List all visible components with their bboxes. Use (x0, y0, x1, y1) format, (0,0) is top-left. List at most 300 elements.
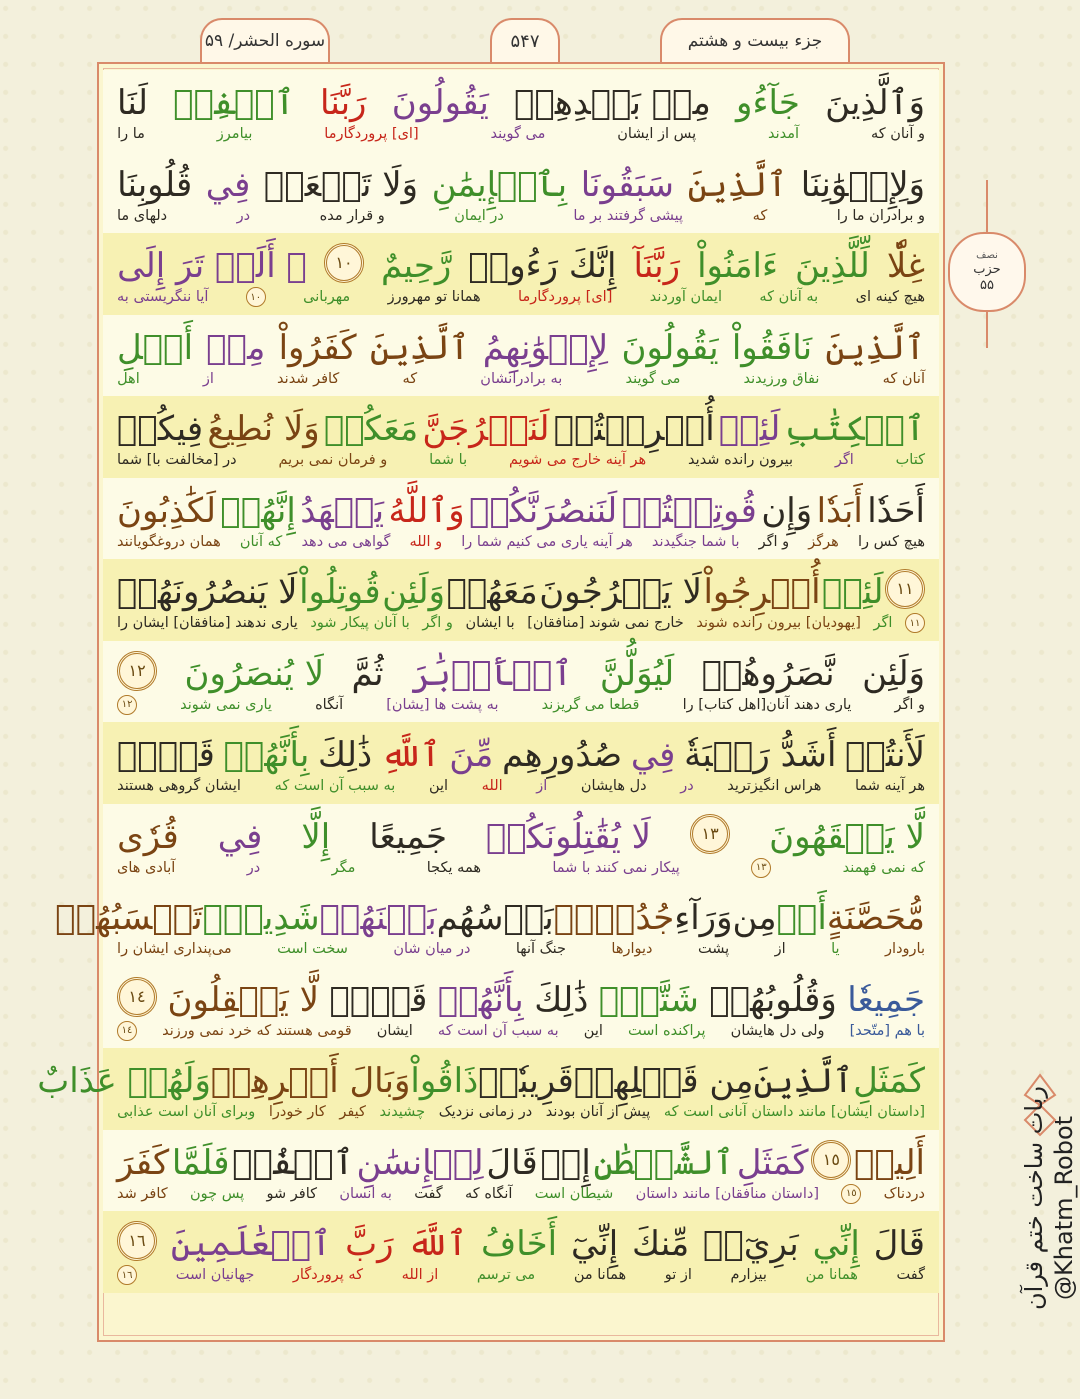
arabic-word: بِأَنَّهُمۡ (223, 735, 310, 775)
arabic-line (117, 641, 925, 694)
watermark (1010, 880, 1080, 1310)
translation-word: آبادی های (117, 859, 176, 876)
translation-word: این (583, 1022, 603, 1039)
verse-row (103, 967, 939, 1049)
hizb-ornament-bottom (986, 308, 988, 348)
translation-word: دردناک (883, 1185, 925, 1202)
translation-word: این (428, 778, 449, 794)
translation-word: همانا من (573, 1267, 627, 1283)
arabic-word: مَعَهُمۡ (446, 572, 538, 612)
translation-word: پیکار نمی کنند با شما (552, 859, 680, 876)
translation-word: و اگر (894, 696, 925, 713)
arabic-word: وَٱلَّذِينَ (825, 83, 925, 123)
arabic-word: لَّا يَفۡقَهُونَ (769, 816, 925, 857)
translation-line (117, 1180, 925, 1208)
translation-word: و فرمان نمی بریم (278, 452, 388, 468)
verse-row (103, 804, 939, 886)
translation-word: خارج نمی شوند [منافقان] (527, 615, 684, 631)
translation-word: و الله (409, 533, 443, 550)
translation-word: یاری ندهند [منافقان] ایشان را (117, 615, 298, 631)
arabic-word: أَبَدٗا (816, 490, 863, 531)
arabic-word: سَبَقُونَا (580, 164, 675, 205)
arabic-word: إِنِّي (812, 1224, 860, 1264)
arabic-line (117, 315, 925, 368)
arabic-word: بَرِيٓءٞ (703, 1224, 799, 1264)
surah-label: سوره الحشر/ ۵۹ (204, 31, 326, 51)
translation-line (117, 446, 925, 474)
arabic-word: ءَامَنُواْ (697, 246, 778, 286)
translation-word: در [مخالفت با] شما (117, 452, 237, 468)
translation-word: ما را (117, 126, 145, 142)
translation-word: می گویند (490, 126, 546, 142)
watermark-line1: ربات ساخت ختم قرآن (1020, 1086, 1048, 1310)
arabic-word: يَقُولُونَ (621, 327, 719, 368)
arabic-word: لَنَنصُرَنَّكُمۡ (469, 490, 618, 531)
arabic-word: يَشۡهَدُ (300, 490, 385, 531)
ayah-number-marker-small: ١٢ (117, 695, 137, 715)
translation-word: از (536, 778, 548, 794)
arabic-line (117, 1130, 925, 1183)
translation-line (117, 935, 925, 963)
translation-word: و آنان که (870, 126, 925, 142)
translation-word: از تو (664, 1267, 692, 1283)
translation-word: از الله (401, 1267, 439, 1283)
translation-word: [یهودیان] بیرون رانده شوند (696, 615, 861, 631)
translation-word: دلهای ما (117, 207, 168, 224)
translation-word: کیفر (339, 1104, 366, 1120)
translation-word: جهانیان است (175, 1267, 255, 1283)
verse-row (103, 559, 939, 641)
arabic-word: ٱلۡكِتَٰبِ (784, 409, 925, 449)
translation-word: مگر (331, 859, 356, 876)
translation-word: قومی هستند که خرد نمی ورزند (162, 1022, 352, 1039)
verse-row (55, 885, 939, 967)
translation-word: بیامرز (216, 126, 253, 142)
arabic-word: قَالَ (873, 1224, 925, 1264)
verse-row (103, 315, 939, 397)
arabic-line (117, 70, 925, 123)
arabic-word: لَا يُقَٰتِلُونَكُمۡ (486, 816, 652, 857)
arabic-line (117, 478, 925, 531)
arabic-word: أَوۡ (776, 898, 827, 938)
ayah-number-marker: ١٦ (117, 1221, 157, 1261)
arabic-line (117, 396, 925, 449)
translation-word: جنگ آنها (515, 941, 566, 957)
arabic-word: لَا يُنصَرُونَ (184, 653, 325, 694)
juz-label: جزء بیست و هشتم (687, 31, 823, 51)
translation-line (117, 854, 925, 882)
hizb-label-2: حزب (973, 262, 1001, 277)
arabic-word: وَلَئِن (862, 653, 925, 694)
arabic-word: بِأَنَّهُمۡ (437, 979, 524, 1020)
arabic-line (117, 967, 925, 1020)
arabic-word: كَفَرُواْ (278, 327, 357, 368)
translation-word: از (774, 941, 786, 957)
arabic-word: جَآءُو (736, 83, 800, 123)
translation-word: آنان که (882, 370, 925, 387)
verse-row (103, 233, 939, 315)
arabic-word: كَمَثَلِ (736, 1142, 809, 1183)
translation-line (117, 528, 925, 556)
translation-word: گواهی می دهد (301, 533, 391, 550)
arabic-word: لَكَٰذِبُونَ (117, 490, 216, 531)
translation-word: پیش از آنان بودند (545, 1104, 651, 1120)
translation-word: هراس انگیزترید (727, 778, 822, 794)
arabic-word: شَتَّىٰۚ (598, 979, 699, 1020)
arabic-word: لَئِنۡ (822, 572, 884, 612)
translation-word: می گویند (625, 370, 681, 387)
arabic-word: لَنَا (117, 83, 148, 123)
ayah-number-marker: ١٣ (690, 814, 730, 854)
translation-line (117, 772, 925, 800)
arabic-word: لَا يَنصُرُونَهُمۡ (117, 572, 298, 612)
translation-word: هیچ کینه ای (855, 289, 925, 305)
arabic-word: غِلّٗا (886, 246, 925, 286)
arabic-word: أَحَدٗا (867, 490, 925, 531)
translation-line (117, 202, 925, 230)
translation-word: در (236, 207, 251, 224)
arabic-word: لَأَنتُمۡ (845, 735, 925, 775)
translation-word: پس از ایشان (617, 126, 697, 142)
arabic-word: وَٱللَّهُ (388, 490, 465, 531)
arabic-word: فِيكُمۡ (117, 409, 204, 449)
arabic-word: أَشَدُّ رَهۡبَةٗ (684, 735, 837, 775)
page-number: ۵۴۷ (510, 30, 540, 52)
arabic-word: وَإِن (761, 490, 813, 531)
arabic-line (117, 233, 925, 286)
translation-word: یاری نمی شوند (180, 696, 272, 713)
translation-word: اگر (873, 615, 893, 631)
translation-word: ایمان آوردند (649, 289, 722, 305)
translation-word: هر آینه یاری می کنیم شما را (461, 533, 633, 550)
verse-row (37, 1048, 939, 1130)
translation-word: هرگز (808, 533, 839, 550)
arabic-word: رَّحِيمٌ (381, 246, 452, 286)
arabic-word: وَلَا نُطِيعُ (207, 409, 320, 449)
verse-rows (37, 70, 939, 1293)
arabic-word: قُوتِلۡتُمۡ (621, 490, 757, 531)
arabic-word: وَلَا تَجۡعَلۡ (263, 164, 419, 205)
arabic-word: قُلُوبِنَا (117, 164, 193, 205)
arabic-word: فِي (630, 735, 676, 775)
arabic-word: إِلَّا (301, 816, 331, 857)
verse-row (103, 641, 939, 723)
arabic-word: لَيُوَلُّنَّ (599, 653, 675, 694)
verse-row (103, 478, 939, 560)
translation-word: از (202, 370, 214, 387)
translation-word: همه یکجا (426, 859, 481, 876)
arabic-word: فَلَمَّا (171, 1142, 230, 1183)
arabic-word: أُخۡرِجۡتُمۡ (553, 409, 715, 449)
translation-word: با ایشان (465, 615, 515, 631)
translation-word: آنگاه (315, 696, 344, 713)
arabic-word: ٱلشَّيۡطَٰنِ (593, 1142, 734, 1183)
translation-word: هیچ کس را (857, 533, 925, 550)
translation-word: مهربانی (303, 289, 351, 305)
translation-word: کافر شد (117, 1185, 168, 1202)
arabic-word: إِنَّهُمۡ (220, 490, 296, 531)
juz-tab (660, 18, 850, 62)
arabic-line (117, 152, 925, 205)
arabic-word: مُّحَصَّنَةٍ (826, 898, 925, 938)
arabic-word: ٱللَّهِ (380, 735, 441, 775)
arabic-word: لَا يَخۡرُجُونَ (539, 572, 702, 612)
arabic-word: ذَٰلِكَ (318, 735, 373, 775)
translation-word: کافر شدند (277, 370, 340, 387)
ayah-number-marker-small: ١٤ (117, 1021, 137, 1041)
translation-word: ولی دل هایشان (730, 1022, 825, 1039)
arabic-word: وَرَآءِ (674, 898, 733, 938)
page-number-tab (490, 18, 560, 62)
hizb-ornament-top (986, 180, 988, 232)
translation-word: با هم [متّحد] (849, 1022, 925, 1039)
translation-word: [ای] پروردگارما (518, 289, 613, 305)
translation-word: سخت است (277, 941, 348, 957)
translation-word: با آنان پیکار شود (310, 615, 410, 631)
ayah-number-marker-small: ١١ (905, 613, 925, 633)
translation-word: بیزارم (730, 1267, 767, 1283)
arabic-word: كَفَرَ (117, 1142, 170, 1183)
translation-word: با شما جنگیدند (651, 533, 740, 550)
arabic-line (37, 1048, 925, 1101)
arabic-word: جُدُرِۭۚ (553, 898, 675, 938)
ayah-number-marker-small: ١٣ (751, 858, 771, 878)
translation-word: بیرون رانده شدید (688, 452, 794, 468)
translation-word: در ایمان (454, 207, 504, 224)
arabic-word: لِلۡإِنسَٰنِ (356, 1142, 484, 1183)
ayah-number-marker: ١٤ (117, 977, 157, 1017)
translation-word: در (246, 859, 261, 876)
arabic-word: جَمِيعٗا (847, 979, 925, 1020)
arabic-word: مِنۢ بَعۡدِهِمۡ (514, 83, 711, 123)
translation-word: [داستان منافقان] مانند داستان (635, 1185, 819, 1202)
translation-word: و اگر (758, 533, 790, 550)
translation-word: که (402, 370, 418, 387)
translation-word: در (680, 778, 694, 794)
translation-word: که (752, 207, 768, 224)
translation-word: [داستان ایشان] مانند داستان آنانی است که (663, 1104, 925, 1120)
arabic-word: نَّصَرُوهُمۡ (701, 653, 835, 694)
arabic-line (117, 559, 925, 612)
translation-word: کافر شو (266, 1185, 318, 1202)
translation-word: دل هایشان (580, 778, 647, 794)
translation-word: و اگر (422, 615, 453, 631)
translation-word: هر آینه خارج می شویم (508, 452, 647, 468)
translation-word: پس چون (189, 1185, 245, 1202)
arabic-word: ٱكۡفُرۡ (232, 1142, 354, 1183)
verse-row (103, 722, 939, 804)
translation-line (117, 120, 925, 148)
arabic-word: تَحۡسَبُهُمۡ (55, 898, 203, 938)
translation-word: آمدند (768, 126, 800, 142)
arabic-word: أَخَافُ (481, 1224, 558, 1264)
translation-word: و برادران ما را (836, 207, 925, 224)
translation-word: به برادرانشان (480, 370, 563, 387)
translation-word: بارودار (885, 941, 925, 957)
verse-row (103, 396, 939, 478)
arabic-line (117, 804, 925, 857)
watermark-line2: @Khatm_Robot (1050, 1115, 1078, 1300)
arabic-word: بَأۡسُهُم (436, 898, 554, 938)
translation-word: کتاب (895, 452, 925, 468)
hizb-marker (948, 232, 1026, 312)
translation-word: چشیدند (379, 1104, 426, 1120)
translation-word: کار خودرا (268, 1104, 326, 1120)
translation-word: پشت (697, 941, 730, 957)
ayah-number-marker-small: ١٦ (117, 1265, 137, 1285)
ayah-number-marker-small: ١٥ (841, 1184, 861, 1204)
translation-word: اهل (117, 370, 140, 387)
ayah-number-marker-small: ١٠ (246, 287, 266, 307)
verse-row (103, 152, 939, 234)
arabic-word: بَيۡنَهُمۡ (319, 898, 437, 938)
translation-word: می‌پنداری ایشان را (117, 941, 232, 957)
arabic-line (55, 885, 925, 938)
translation-word: در زمانی نزدیک (438, 1104, 533, 1120)
translation-word: به پشت ها [یشان] (386, 696, 499, 713)
translation-word: آیا ننگریستی به (117, 289, 209, 305)
arabic-word: ذَٰلِكَ (534, 979, 589, 1020)
translation-word: گفت (896, 1267, 925, 1283)
translation-word: [ای] پروردگارما (324, 126, 419, 142)
arabic-word: قُوتِلُواْ (299, 572, 381, 612)
translation-line (117, 609, 925, 637)
translation-word: گفت (414, 1185, 443, 1202)
arabic-word: ٱلَّذِينَ (369, 327, 470, 368)
translation-word: که آنان (239, 533, 283, 550)
translation-word: ایشان گروهی هستند (117, 778, 241, 794)
arabic-word: إِنَّكَ رَءُوفٞ (468, 246, 617, 286)
translation-word: می ترسم (476, 1267, 536, 1283)
arabic-word: قَوۡمٞ (117, 735, 215, 775)
translation-word: به سبب آن است که (274, 778, 396, 794)
translation-word: در میان شان (393, 941, 471, 957)
arabic-word: لَنَخۡرُجَنَّ (422, 409, 550, 449)
arabic-word: وَلَئِن (382, 572, 446, 612)
translation-line (117, 283, 925, 311)
translation-word: پراکنده است (628, 1022, 706, 1039)
arabic-word: وَبَالَ أَمۡرِهِمۡ (210, 1061, 411, 1101)
arabic-word: جَمِيعًا (369, 816, 447, 857)
arabic-word: مِن (732, 898, 777, 938)
arabic-word: وَقُلُوبُهُمۡ (709, 979, 837, 1020)
translation-word: نفاق ورزیدند (743, 370, 820, 387)
arabic-word: ٱغۡفِرۡ (173, 83, 295, 123)
arabic-word: قَرِيبٗاۖ (478, 1061, 574, 1101)
ayah-number-marker: ١٢ (117, 651, 157, 691)
arabic-word: رَبَّنَآ (633, 246, 680, 286)
translation-line (117, 691, 925, 719)
translation-line (117, 1098, 925, 1126)
translation-word: آنگاه که (465, 1185, 513, 1202)
translation-word: که پروردگار (292, 1267, 364, 1283)
translation-word: به آنان که (759, 289, 819, 305)
translation-word: به سبب آن است که (437, 1022, 559, 1039)
arabic-word: بِٱلۡإِيمَٰنِ (431, 164, 568, 205)
translation-word: ایشان (376, 1022, 413, 1039)
arabic-word: شَدِيدٞۚ (202, 898, 320, 938)
verse-row (103, 1211, 939, 1293)
arabic-word: إِنِّيٓ (570, 1224, 619, 1264)
translation-word: با شما (429, 452, 468, 468)
arabic-word: لِّلَّذِينَ (795, 246, 870, 286)
arabic-word: قُرٗى (117, 816, 179, 857)
translation-word: و قرار مده (319, 207, 385, 224)
ayah-number-marker: ١٥ (811, 1140, 851, 1180)
translation-word: همان دروغگویانند (117, 533, 221, 550)
arabic-word: لَّا يَعۡقِلُونَ (167, 979, 319, 1020)
translation-line (117, 1261, 925, 1289)
arabic-word: ثُمَّ (351, 653, 384, 694)
translation-word: وبرای آنان است عذابی (117, 1104, 256, 1120)
translation-word: پیشی گرفتند بر ما (573, 207, 684, 224)
surah-tab (200, 18, 330, 62)
arabic-word: يَقُولُونَ (391, 83, 489, 123)
arabic-line (117, 722, 925, 775)
translation-word: همانا من (805, 1267, 858, 1283)
arabic-word: مِن قَبۡلِهِمۡ (573, 1061, 754, 1101)
arabic-word: كَمَثَلِ (853, 1061, 925, 1101)
translation-line (117, 1017, 925, 1045)
hizb-label: نصف (976, 249, 998, 261)
verse-row (103, 70, 939, 152)
translation-word: به انسان (339, 1185, 392, 1202)
arabic-word: إِذۡ (540, 1142, 591, 1183)
arabic-word: مِنۡ (206, 327, 266, 368)
arabic-word: لِإِخۡوَٰنِهِمُ (482, 327, 609, 368)
arabic-word: ۞ أَلَمۡ تَرَ إِلَى (117, 246, 307, 286)
translation-word: هر آینه شما (854, 778, 925, 794)
arabic-word: ذَاقُواْ (410, 1061, 479, 1101)
arabic-word: مِّنَ (449, 735, 494, 775)
arabic-word: رَبَّ (345, 1224, 394, 1264)
arabic-word: لَئِنۡ (718, 409, 781, 449)
translation-word: یاری دهند آنان[اهل کتاب] را (682, 696, 852, 713)
ayah-number-marker: ١١ (885, 569, 925, 609)
arabic-line (117, 1211, 925, 1264)
arabic-word: ٱلۡأَدۡبَٰرَ (411, 653, 573, 694)
arabic-word: مِّنكَ (632, 1224, 690, 1264)
arabic-word: وَلَهُمۡ عَذَابٌ (37, 1061, 211, 1101)
arabic-word: أَلِيمٞ (854, 1142, 925, 1183)
arabic-word: ٱلۡعَٰلَمِينَ (170, 1224, 332, 1264)
arabic-word: قَوۡمٞ (329, 979, 428, 1020)
translation-word: یا (831, 941, 840, 957)
arabic-word: رَبَّنَا (319, 83, 367, 123)
arabic-word: مَعَكُمۡ (323, 409, 419, 449)
arabic-word: فِي (217, 816, 263, 857)
arabic-word: ٱلَّذِينَ (825, 327, 925, 368)
arabic-word: نَافَقُواْ (731, 327, 813, 368)
arabic-word: فِي (205, 164, 251, 205)
arabic-word: قَالَ (486, 1142, 538, 1183)
translation-word: دیوارها (611, 941, 653, 957)
hizb-number: ۵۵ (980, 278, 994, 294)
translation-word: که نمی فهمند (842, 859, 925, 876)
translation-line (117, 365, 925, 393)
arabic-word: ٱللَّهَ (407, 1224, 468, 1264)
translation-word: همانا تو مهرورز (387, 289, 481, 305)
translation-word: اگر (834, 452, 854, 468)
translation-word: قطعا می گریزند (541, 696, 640, 713)
arabic-word: أَهۡلِ (117, 327, 194, 368)
translation-word: الله (481, 778, 503, 794)
arabic-word: صُدُورِهِم (502, 735, 623, 775)
arabic-word: ٱلَّذِينَ (753, 1061, 854, 1101)
arabic-word: ٱلَّذِينَ (687, 164, 788, 205)
ayah-number-marker: ١٠ (324, 243, 364, 283)
translation-word: شیطان است (534, 1185, 614, 1202)
